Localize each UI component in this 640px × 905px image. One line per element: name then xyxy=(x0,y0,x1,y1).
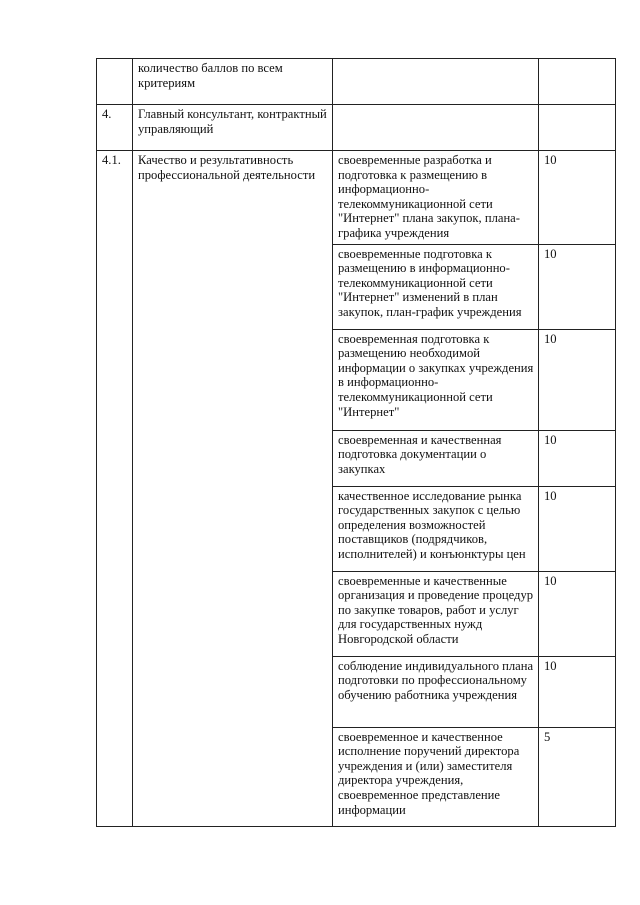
indicator-cell: своевременная и качественная подготовка документации о закупках xyxy=(333,430,539,486)
row-number: 4.1. xyxy=(97,151,133,827)
points-cell: 10 xyxy=(539,151,616,245)
table-row xyxy=(97,151,616,245)
points-cell xyxy=(539,105,616,151)
indicator-cell: соблюдение индивидуального плана подготовки по профессиональному обучению работника учреждения xyxy=(333,656,539,727)
points-cell: 10 xyxy=(539,486,616,571)
criterion-cell: Главный консультант, контрактный управляющий xyxy=(133,105,333,151)
criterion-cell: Качество и результативность профессиональной деятельности xyxy=(133,151,333,827)
criterion-cell: количество баллов по всем критериям xyxy=(133,59,333,105)
table-row xyxy=(97,105,616,151)
points-cell xyxy=(539,59,616,105)
indicator-cell xyxy=(333,105,539,151)
points-cell: 10 xyxy=(539,329,616,430)
points-cell: 10 xyxy=(539,571,616,656)
points-cell: 5 xyxy=(539,727,616,826)
row-number xyxy=(97,59,133,105)
points-cell: 10 xyxy=(539,244,616,329)
indicator-cell: качественное исследование рынка государственных закупок с целью определения возможностей поставщиков (подрядчиков, исполнителей) и конъюнктуры цен xyxy=(333,486,539,571)
indicator-cell: своевременная подготовка к размещению необходимой информации о закупках учреждения в информационно-телекоммуникационной сети "Интернет" xyxy=(333,329,539,430)
points-cell: 10 xyxy=(539,430,616,486)
indicator-cell: своевременное и качественное исполнение поручений директора учреждения и (или) заместителя директора учреждения, своевременное представление информации xyxy=(333,727,539,826)
indicator-cell: своевременные разработка и подготовка к размещению в информационно-телекоммуникационной сети "Интернет" плана закупок, плана-графика учреждения xyxy=(333,151,539,245)
indicator-cell: своевременные и качественные организация и проведение процедур по закупке товаров, работ и услуг для государственных нужд Новгородской области xyxy=(333,571,539,656)
table-row xyxy=(97,59,616,105)
points-cell: 10 xyxy=(539,656,616,727)
row-number: 4. xyxy=(97,105,133,151)
indicator-cell xyxy=(333,59,539,105)
criteria-table xyxy=(96,58,616,827)
indicator-cell: своевременные подготовка к размещению в информационно-телекоммуникационной сети "Интернет" изменений в план закупок, план-график учреждения xyxy=(333,244,539,329)
